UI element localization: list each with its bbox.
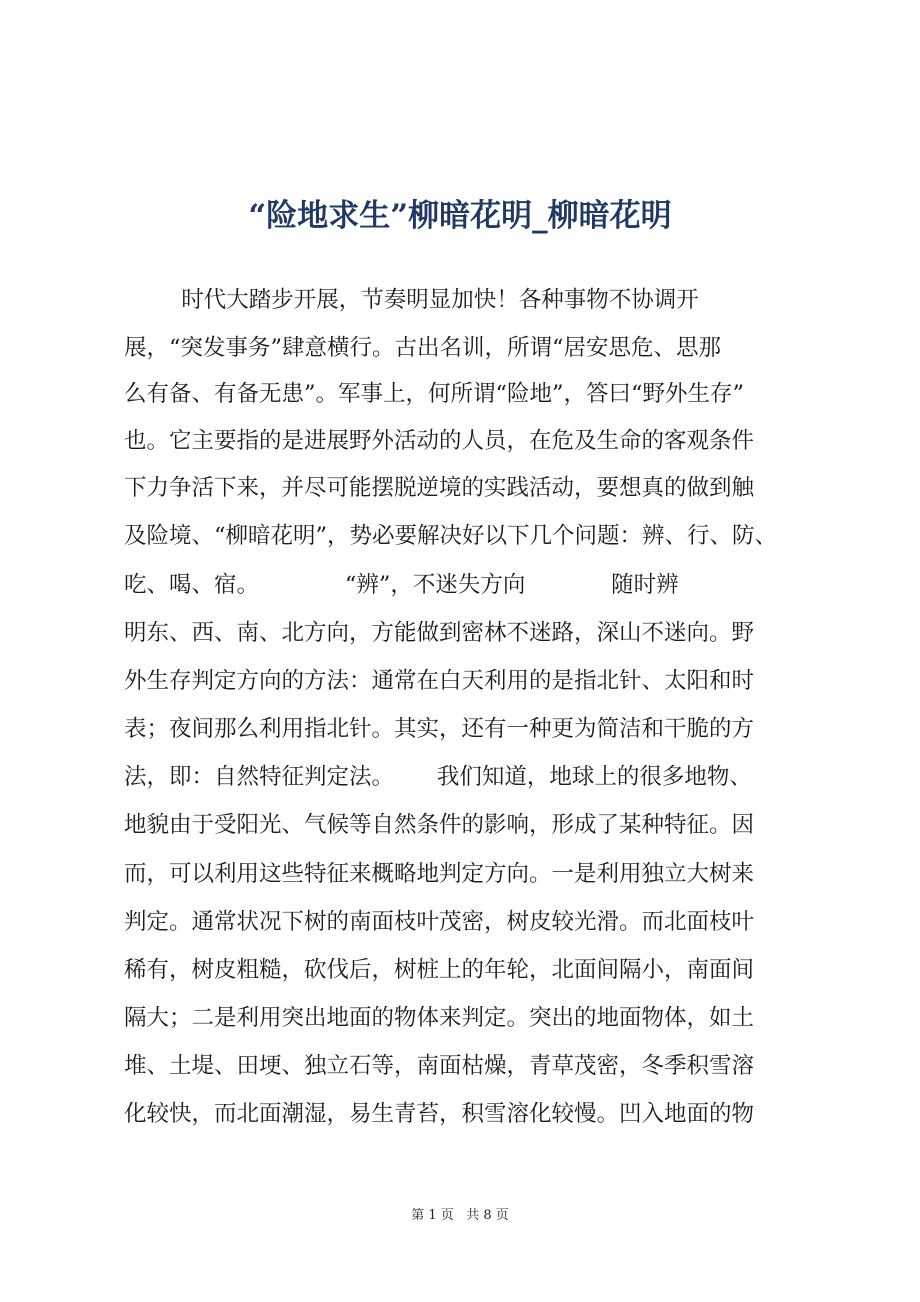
body-line: 化较快，而北面潮湿，易生青苔，积雪溶化较慢。凹入地面的物 bbox=[124, 1101, 755, 1127]
body-line: 也。它主要指的是进展野外活动的人员，在危及生命的客观条件 bbox=[124, 428, 755, 454]
document-title: “险地求生”柳暗花明_柳暗花明 bbox=[248, 198, 672, 234]
body-line: 而，可以利用这些特征来概略地判定方向。一是利用独立大树来 bbox=[124, 861, 755, 887]
page-footer: 第 1 页 共 8 页 bbox=[411, 1208, 509, 1223]
body-line: 明东、西、南、北方向，方能做到密林不迷路，深山不迷向。野 bbox=[124, 620, 755, 646]
body-line: 堆、土堤、田埂、独立石等，南面枯燥，青草茂密，冬季积雪溶 bbox=[124, 1053, 755, 1079]
body-line: 隔大；二是利用突出地面的物体来判定。突出的地面物体，如土 bbox=[124, 1005, 755, 1031]
body-line: 法，即：自然特征判定法。 我们知道，地球上的很多地物、 bbox=[124, 764, 752, 790]
body-line: 吃、喝、宿。 “辨”，不迷失方向 随时辨 bbox=[124, 572, 679, 598]
body-line: 展，“突发事务”肆意横行。古出名训，所谓“居安思危、思那 bbox=[124, 335, 722, 361]
body-line: 下力争活下来，并尽可能摆脱逆境的实践活动，要想真的做到触 bbox=[124, 475, 755, 501]
body-line: 外生存判定方向的方法：通常在白天利用的是指北针、太阳和时 bbox=[124, 668, 755, 694]
body-line: 时代大踏步开展，节奏明显加快！各种事物不协调开 bbox=[124, 287, 699, 313]
body-line: 么有备、有备无患”。军事上，何所谓“险地”，答曰“野外生存” bbox=[124, 381, 745, 407]
body-line: 稀有，树皮粗糙，砍伐后，树桩上的年轮，北面间隔小，南面间 bbox=[124, 957, 755, 983]
body-line: 地貌由于受阳光、气候等自然条件的影响，形成了某种特征。因 bbox=[124, 812, 755, 838]
body-line: 判定。通常状况下树的南面枝叶茂密，树皮较光滑。而北面枝叶 bbox=[124, 909, 755, 935]
body-line: 及险境、“柳暗花明”，势必要解决好以下几个问题：辨、行、防、 bbox=[124, 523, 778, 549]
body-line: 表；夜间那么利用指北针。其实，还有一种更为简洁和干脆的方 bbox=[124, 716, 755, 742]
